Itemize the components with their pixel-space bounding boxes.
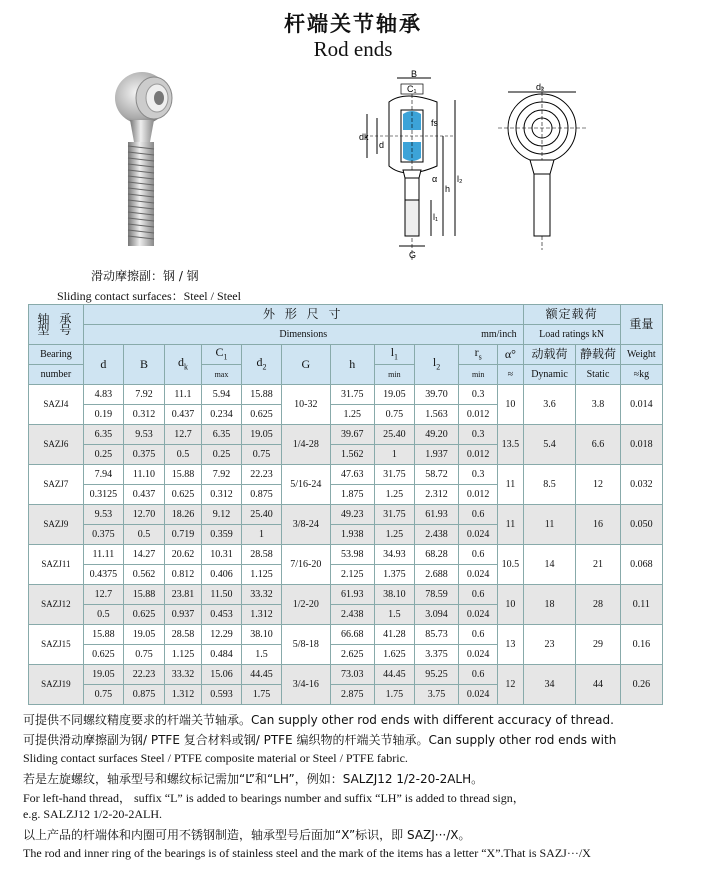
cell-d: 0.19 <box>83 405 123 425</box>
cell-c1: 9.12 <box>201 505 241 525</box>
col-dynamic-cn: 动载荷 <box>523 345 576 365</box>
cell-d2: 38.10 <box>241 625 281 645</box>
cell-d: 0.3125 <box>83 485 123 505</box>
cell-c1: 0.453 <box>201 605 241 625</box>
cell-dk: 11.1 <box>165 385 202 405</box>
header-load-cn: 额定载荷 <box>523 305 620 325</box>
label-C1: C₁ <box>407 84 417 94</box>
cell-b: 0.875 <box>123 685 164 705</box>
cell-dk: 12.7 <box>165 425 202 445</box>
cell-d2: 33.32 <box>241 585 281 605</box>
cell-static: 29 <box>576 625 620 665</box>
cell-alpha: 13 <box>498 625 523 665</box>
col-l2 <box>414 345 458 385</box>
cell-alpha: 11 <box>498 465 523 505</box>
header-dims-en <box>83 325 523 345</box>
cell-c1: 7.92 <box>201 465 241 485</box>
cell-model: SAZJ6 <box>29 425 84 465</box>
cell-l1: 25.40 <box>374 425 414 445</box>
cell-h: 2.875 <box>330 685 374 705</box>
col-alpha: α° <box>498 345 523 365</box>
cell-h: 39.67 <box>330 425 374 445</box>
table-row <box>29 545 663 565</box>
cell-weight: 0.014 <box>620 385 662 425</box>
material-label-en: Sliding contact surfaces：Steel / Steel <box>57 289 241 303</box>
cell-dk: 23.81 <box>165 585 202 605</box>
cell-dynamic: 18 <box>523 585 576 625</box>
cell-d2: 1 <box>241 525 281 545</box>
cell-static: 12 <box>576 465 620 505</box>
table-row <box>29 505 663 525</box>
cell-rs: 0.6 <box>459 665 498 685</box>
cell-c1: 12.29 <box>201 625 241 645</box>
cell-b: 0.5 <box>123 525 164 545</box>
cell-d: 0.25 <box>83 445 123 465</box>
cell-d: 0.375 <box>83 525 123 545</box>
cell-h: 2.625 <box>330 645 374 665</box>
cell-rs: 0.012 <box>459 405 498 425</box>
cell-d2: 19.05 <box>241 425 281 445</box>
cell-h: 1.25 <box>330 405 374 425</box>
cell-h: 1.562 <box>330 445 374 465</box>
col-d2 <box>241 345 281 385</box>
footer-line-5: For left-hand thread， suffix “L” is added to bearings number and suffix “LH” is added to thread sign， <box>23 791 525 805</box>
cell-h: 49.23 <box>330 505 374 525</box>
cell-h: 61.93 <box>330 585 374 605</box>
cell-l2: 2.688 <box>414 565 458 585</box>
cell-c1: 0.359 <box>201 525 241 545</box>
header-dims-cn: 外 形 尺 寸 <box>83 305 523 325</box>
cell-l1: 34.93 <box>374 545 414 565</box>
footer-line-4: 若是左旋螺纹，轴承型号和螺纹标记需加“L”和“LH”，例如：SALZJ12 1/2-20-2ALH。 <box>23 772 484 786</box>
cell-c1: 0.406 <box>201 565 241 585</box>
cell-l2: 3.75 <box>414 685 458 705</box>
col-d2-sub: 2 <box>262 362 267 372</box>
cell-rs: 0.024 <box>459 645 498 665</box>
cell-c1: 5.94 <box>201 385 241 405</box>
cell-dynamic: 11 <box>523 505 576 545</box>
cell-g: 3/8-24 <box>282 505 331 545</box>
cell-h: 1.875 <box>330 485 374 505</box>
cell-d2: 1.75 <box>241 685 281 705</box>
cell-dk: 1.312 <box>165 685 202 705</box>
cell-h: 2.125 <box>330 565 374 585</box>
cell-dk: 15.88 <box>165 465 202 485</box>
cell-l2: 3.094 <box>414 605 458 625</box>
col-rs-main: r <box>474 344 479 359</box>
cell-model: SAZJ15 <box>29 625 84 665</box>
cell-alpha: 10 <box>498 385 523 425</box>
col-C1-max: max <box>201 365 241 385</box>
cell-weight: 0.11 <box>620 585 662 625</box>
col-dk-sub: k <box>183 362 188 372</box>
col-dk <box>165 345 202 385</box>
cell-dk: 33.32 <box>165 665 202 685</box>
col-l2-sub: 2 <box>436 362 441 372</box>
cell-dk: 18.26 <box>165 505 202 525</box>
label-B: B <box>411 70 418 79</box>
cell-alpha: 10 <box>498 585 523 625</box>
cell-d: 0.75 <box>83 685 123 705</box>
cell-d2: 44.45 <box>241 665 281 685</box>
cell-dynamic: 14 <box>523 545 576 585</box>
cell-rs: 0.024 <box>459 685 498 705</box>
col-rs <box>459 345 498 365</box>
cell-l2: 49.20 <box>414 425 458 445</box>
footer-line-7: 以上产品的杆端体和内圈可用不锈钢制造，轴承型号后面加“X”标识，即 SAZJ···/X。 <box>23 828 471 842</box>
cell-b: 9.53 <box>123 425 164 445</box>
cell-h: 47.63 <box>330 465 374 485</box>
label-alpha: α <box>432 174 438 184</box>
header-bearing-en1: Bearing <box>40 349 72 360</box>
cell-l1: 0.75 <box>374 405 414 425</box>
cell-b: 12.70 <box>123 505 164 525</box>
cell-d: 11.11 <box>83 545 123 565</box>
col-static-cn: 静载荷 <box>576 345 620 365</box>
rod-end-section-drawing <box>345 70 475 265</box>
col-l1-min: min <box>374 365 414 385</box>
rod-end-photo <box>108 70 198 250</box>
header-bearing-en <box>29 345 84 365</box>
cell-c1: 0.25 <box>201 445 241 465</box>
table-row <box>29 625 663 645</box>
cell-l2: 39.70 <box>414 385 458 405</box>
cell-l2: 95.25 <box>414 665 458 685</box>
cell-rs: 0.3 <box>459 385 498 405</box>
cell-static: 6.6 <box>576 425 620 465</box>
cell-weight: 0.16 <box>620 625 662 665</box>
cell-rs: 0.012 <box>459 485 498 505</box>
cell-d2: 28.58 <box>241 545 281 565</box>
cell-l1: 1.625 <box>374 645 414 665</box>
table-row <box>29 385 663 405</box>
cell-model: SAZJ11 <box>29 545 84 585</box>
col-C1 <box>201 345 241 365</box>
cell-l1: 1.25 <box>374 485 414 505</box>
cell-l2: 58.72 <box>414 465 458 485</box>
cell-model: SAZJ9 <box>29 505 84 545</box>
cell-d2: 0.75 <box>241 445 281 465</box>
cell-b: 0.75 <box>123 645 164 665</box>
cell-rs: 0.6 <box>459 585 498 605</box>
cell-g: 5/16-24 <box>282 465 331 505</box>
cell-c1: 0.234 <box>201 405 241 425</box>
cell-b: 19.05 <box>123 625 164 645</box>
cell-h: 73.03 <box>330 665 374 685</box>
cell-l1: 31.75 <box>374 465 414 485</box>
cell-alpha: 10.5 <box>498 545 523 585</box>
cell-dk: 0.437 <box>165 405 202 425</box>
cell-g: 7/16-20 <box>282 545 331 585</box>
cell-rs: 0.6 <box>459 545 498 565</box>
cell-dynamic: 34 <box>523 665 576 705</box>
col-C1-main: C <box>215 344 224 359</box>
cell-d2: 22.23 <box>241 465 281 485</box>
cell-static: 21 <box>576 545 620 585</box>
cell-alpha: 13.5 <box>498 425 523 465</box>
col-l2-main: l <box>432 354 437 369</box>
footer-line-1: 可提供不同螺纹精度要求的杆端关节轴承。Can supply other rod ends with different accuracy of thread. <box>23 713 614 727</box>
cell-l1: 1.25 <box>374 525 414 545</box>
cell-dynamic: 5.4 <box>523 425 576 465</box>
cell-b: 11.10 <box>123 465 164 485</box>
cell-rs: 0.3 <box>459 425 498 445</box>
cell-dk: 1.125 <box>165 645 202 665</box>
cell-dk: 20.62 <box>165 545 202 565</box>
cell-c1: 10.31 <box>201 545 241 565</box>
cell-h: 53.98 <box>330 545 374 565</box>
cell-g: 1/2-20 <box>282 585 331 625</box>
cell-c1: 15.06 <box>201 665 241 685</box>
col-rs-min: min <box>459 365 498 385</box>
cell-l2: 2.438 <box>414 525 458 545</box>
cell-l2: 1.563 <box>414 405 458 425</box>
col-dk-main: d <box>177 354 184 369</box>
col-alpha-approx: ≈ <box>498 365 523 385</box>
cell-b: 0.625 <box>123 605 164 625</box>
cell-weight: 0.032 <box>620 465 662 505</box>
cell-dk: 0.5 <box>165 445 202 465</box>
cell-rs: 0.6 <box>459 505 498 525</box>
table-body <box>29 385 663 705</box>
col-d: d <box>83 345 123 385</box>
cell-rs: 0.024 <box>459 605 498 625</box>
cell-d: 6.35 <box>83 425 123 445</box>
cell-rs: 0.012 <box>459 445 498 465</box>
cell-l1: 31.75 <box>374 505 414 525</box>
cell-b: 7.92 <box>123 385 164 405</box>
cell-rs: 0.024 <box>459 525 498 545</box>
cell-c1: 0.484 <box>201 645 241 665</box>
cell-l1: 44.45 <box>374 665 414 685</box>
cell-l2: 2.312 <box>414 485 458 505</box>
table-row <box>29 585 663 605</box>
cell-l2: 78.59 <box>414 585 458 605</box>
cell-weight: 0.068 <box>620 545 662 585</box>
page-title-cn: 杆端关节轴承 <box>284 12 422 36</box>
col-static-en: Static <box>576 365 620 385</box>
cell-model: SAZJ19 <box>29 665 84 705</box>
cell-d: 4.83 <box>83 385 123 405</box>
header-bearing-cn: 轴 承 型 号 <box>29 305 84 345</box>
cell-l1: 1.375 <box>374 565 414 585</box>
cell-dynamic: 8.5 <box>523 465 576 505</box>
cell-l1: 41.28 <box>374 625 414 645</box>
cell-weight: 0.018 <box>620 425 662 465</box>
cell-b: 0.312 <box>123 405 164 425</box>
footer-line-3: Sliding contact surfaces Steel / PTFE composite material or Steel / PTFE fabric. <box>23 751 408 765</box>
label-fs: fs <box>431 118 439 128</box>
cell-d: 7.94 <box>83 465 123 485</box>
cell-b: 22.23 <box>123 665 164 685</box>
cell-rs: 0.3 <box>459 465 498 485</box>
cell-d: 12.7 <box>83 585 123 605</box>
material-label-cn: 滑动摩擦副：钢 / 钢 <box>91 269 199 283</box>
label-h: h <box>445 184 451 194</box>
cell-d2: 0.875 <box>241 485 281 505</box>
cell-weight: 0.050 <box>620 505 662 545</box>
cell-g: 5/8-18 <box>282 625 331 665</box>
cell-alpha: 11 <box>498 505 523 545</box>
col-rs-sub: s <box>478 352 482 362</box>
cell-d2: 25.40 <box>241 505 281 525</box>
cell-b: 15.88 <box>123 585 164 605</box>
cell-g: 1/4-28 <box>282 425 331 465</box>
col-l1-sub: 1 <box>394 352 399 362</box>
cell-static: 28 <box>576 585 620 625</box>
cell-c1: 11.50 <box>201 585 241 605</box>
table-row <box>29 465 663 485</box>
col-dynamic-en: Dynamic <box>523 365 576 385</box>
col-h: h <box>330 345 374 385</box>
label-l2: l₂ <box>457 174 463 184</box>
header-unit: mm/inch <box>481 329 517 340</box>
cell-dynamic: 3.6 <box>523 385 576 425</box>
cell-l1: 1.75 <box>374 685 414 705</box>
cell-l1: 1.5 <box>374 605 414 625</box>
cell-d2: 1.125 <box>241 565 281 585</box>
cell-d: 0.5 <box>83 605 123 625</box>
cell-h: 2.438 <box>330 605 374 625</box>
cell-static: 44 <box>576 665 620 705</box>
cell-l2: 1.937 <box>414 445 458 465</box>
cell-d: 19.05 <box>83 665 123 685</box>
cell-h: 66.68 <box>330 625 374 645</box>
col-C1-sub: 1 <box>223 352 228 362</box>
cell-c1: 6.35 <box>201 425 241 445</box>
cell-d: 0.4375 <box>83 565 123 585</box>
label-G: G <box>409 250 417 260</box>
cell-b: 0.375 <box>123 445 164 465</box>
cell-dk: 28.58 <box>165 625 202 645</box>
col-d2-main: d <box>256 354 263 369</box>
header-dims-en-text: Dimensions <box>279 329 328 340</box>
rod-end-front-drawing <box>496 82 586 252</box>
cell-d2: 1.312 <box>241 605 281 625</box>
cell-l2: 68.28 <box>414 545 458 565</box>
cell-rs: 0.024 <box>459 565 498 585</box>
cell-model: SAZJ4 <box>29 385 84 425</box>
cell-model: SAZJ7 <box>29 465 84 505</box>
cell-d: 0.625 <box>83 645 123 665</box>
header-weight-en: Weight <box>620 345 662 365</box>
cell-dk: 0.812 <box>165 565 202 585</box>
label-l1: l₁ <box>433 212 439 222</box>
cell-static: 3.8 <box>576 385 620 425</box>
cell-dk: 0.937 <box>165 605 202 625</box>
cell-d: 15.88 <box>83 625 123 645</box>
cell-rs: 0.6 <box>459 625 498 645</box>
cell-l2: 3.375 <box>414 645 458 665</box>
cell-l2: 61.93 <box>414 505 458 525</box>
col-l1 <box>374 345 414 365</box>
cell-l1: 38.10 <box>374 585 414 605</box>
label-d: d <box>379 140 385 150</box>
cell-weight: 0.26 <box>620 665 662 705</box>
cell-c1: 0.593 <box>201 685 241 705</box>
cell-dynamic: 23 <box>523 625 576 665</box>
header-load-en: Load ratings kN <box>523 325 620 345</box>
col-B: B <box>123 345 164 385</box>
cell-d2: 1.5 <box>241 645 281 665</box>
footer-line-6: e.g. SALZJ12 1/2-20-2ALH. <box>23 807 162 821</box>
cell-d: 9.53 <box>83 505 123 525</box>
cell-b: 0.437 <box>123 485 164 505</box>
cell-h: 1.938 <box>330 525 374 545</box>
cell-h: 31.75 <box>330 385 374 405</box>
col-G: G <box>282 345 331 385</box>
cell-alpha: 12 <box>498 665 523 705</box>
header-bearing-en2: number <box>29 365 84 385</box>
cell-d2: 15.88 <box>241 385 281 405</box>
label-dk: dk <box>359 132 369 142</box>
cell-dk: 0.625 <box>165 485 202 505</box>
cell-c1: 0.312 <box>201 485 241 505</box>
cell-l1: 19.05 <box>374 385 414 405</box>
cell-l2: 85.73 <box>414 625 458 645</box>
cell-static: 16 <box>576 505 620 545</box>
cell-d2: 0.625 <box>241 405 281 425</box>
footer-line-2: 可提供滑动摩擦副为钢/ PTFE 复合材料或钢/ PTFE 编织物的杆端关节轴承。Can supply other rod ends with <box>23 733 617 747</box>
cell-g: 10-32 <box>282 385 331 425</box>
cell-g: 3/4-16 <box>282 665 331 705</box>
table-row <box>29 665 663 685</box>
cell-b: 14.27 <box>123 545 164 565</box>
page-title-en: Rod ends <box>313 37 393 61</box>
cell-dk: 0.719 <box>165 525 202 545</box>
cell-b: 0.562 <box>123 565 164 585</box>
footer-line-8: The rod and inner ring of the bearings is of stainless steel and the mark of the items has a letter “X”.That is SAZJ···/X <box>23 846 591 860</box>
specification-table <box>28 304 663 705</box>
header-weight-cn: 重量 <box>620 305 662 345</box>
cell-model: SAZJ12 <box>29 585 84 625</box>
label-d2: d₂ <box>536 82 545 92</box>
cell-l1: 1 <box>374 445 414 465</box>
col-l1-main: l <box>390 344 395 359</box>
table-row <box>29 425 663 445</box>
header-weight-unit: ≈kg <box>620 365 662 385</box>
